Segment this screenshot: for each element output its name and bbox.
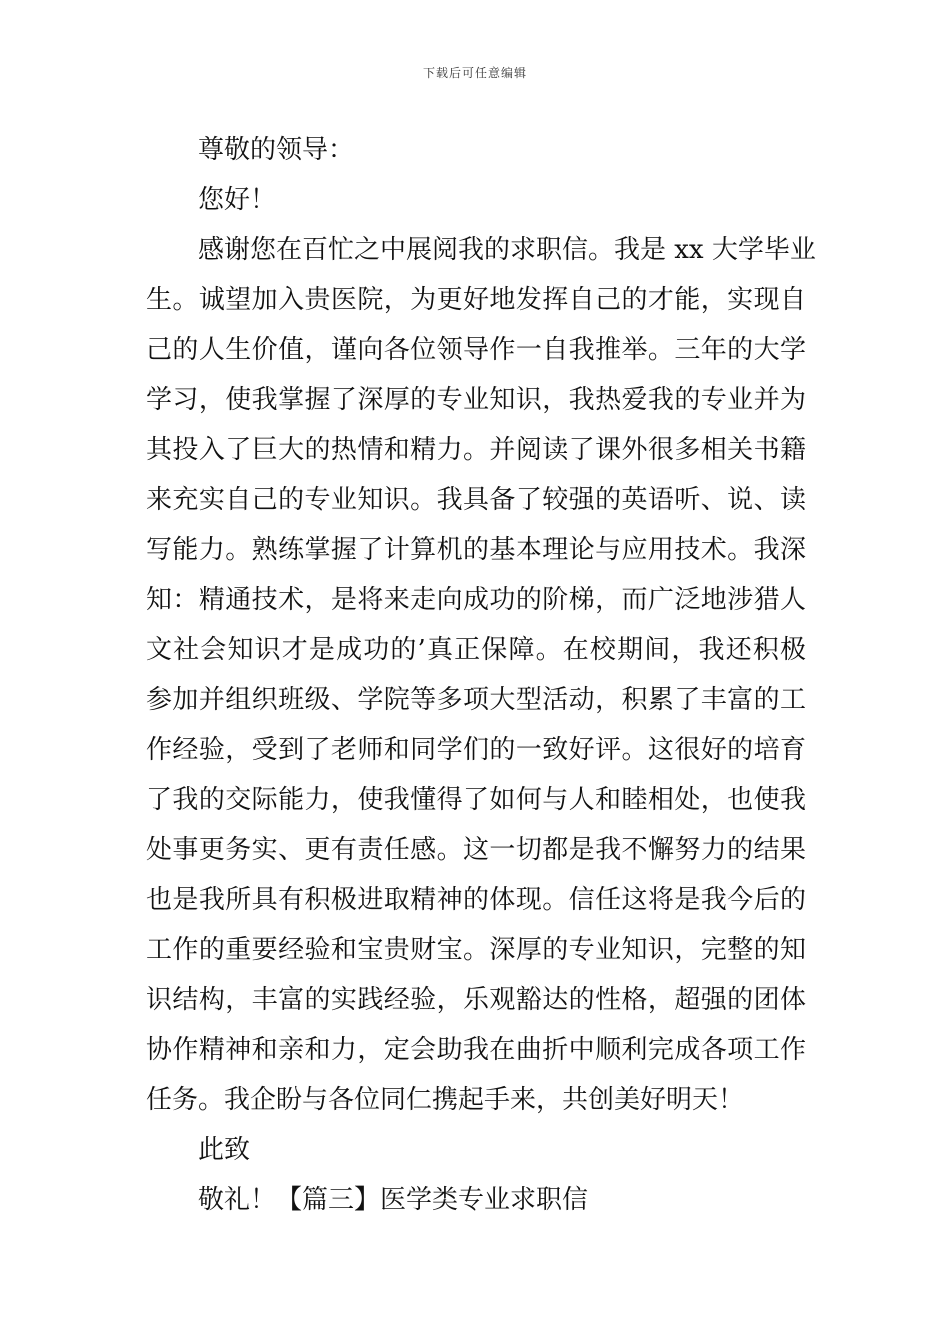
letter-body-line: 任务。我企盼与各位同仁携起手来，共创美好明天！ — [146, 1085, 745, 1115]
letter-body-line: 其投入了巨大的热情和精力。并阅读了课外很多相关书籍 — [146, 435, 806, 465]
letter-body-line: 了我的交际能力，使我懂得了如何与人和睦相处，也使我 — [146, 785, 806, 815]
letter-body-line: 感谢您在百忙之中展阅我的求职信。我是 xx 大学毕业 — [198, 235, 816, 265]
letter-closing-salute: 敬礼！【篇三】医学类专业求职信 — [198, 1185, 589, 1215]
letter-body-line: 参加并组织班级、学院等多项大型活动，积累了丰富的工 — [146, 685, 806, 715]
letter-body-line: 学习，使我掌握了深厚的专业知识，我热爱我的专业并为 — [146, 385, 806, 415]
letter-body-line: 识结构，丰富的实践经验，乐观豁达的性格，超强的团体 — [146, 985, 806, 1015]
letter-salutation: 尊敬的领导： — [198, 135, 355, 165]
letter-body-line: 知：精通技术，是将来走向成功的阶梯，而广泛地涉猎人 — [146, 585, 806, 615]
letter-body-line: 文社会知识才是成功的’真正保障。在校期间，我还积极 — [146, 635, 806, 665]
letter-body-line: 己的人生价值，谨向各位领导作一自我推举。三年的大学 — [146, 335, 806, 365]
letter-body-line: 协作精神和亲和力，定会助我在曲折中顺利完成各项工作 — [146, 1035, 806, 1065]
letter-body-line: 生。诚望加入贵医院，为更好地发挥自己的才能，实现自 — [146, 285, 806, 315]
letter-body-line: 也是我所具有积极进取精神的体现。信任这将是我今后的 — [146, 885, 806, 915]
letter-body-line: 写能力。熟练掌握了计算机的基本理论与应用技术。我深 — [146, 535, 806, 565]
page-header: 下载后可任意编辑 — [422, 66, 527, 80]
letter-body-line: 来充实自己的专业知识。我具备了较强的英语听、说、读 — [146, 485, 806, 515]
letter-closing: 此致 — [198, 1135, 251, 1165]
letter-body-line: 作经验，受到了老师和同学们的一致好评。这很好的培育 — [146, 735, 806, 765]
letter-body-line: 工作的重要经验和宝贵财宝。深厚的专业知识，完整的知 — [146, 935, 806, 965]
letter-greeting: 您好！ — [198, 185, 277, 215]
letter-body-line: 处事更务实、更有责任感。这一切都是我不懈努力的结果 — [146, 835, 806, 865]
